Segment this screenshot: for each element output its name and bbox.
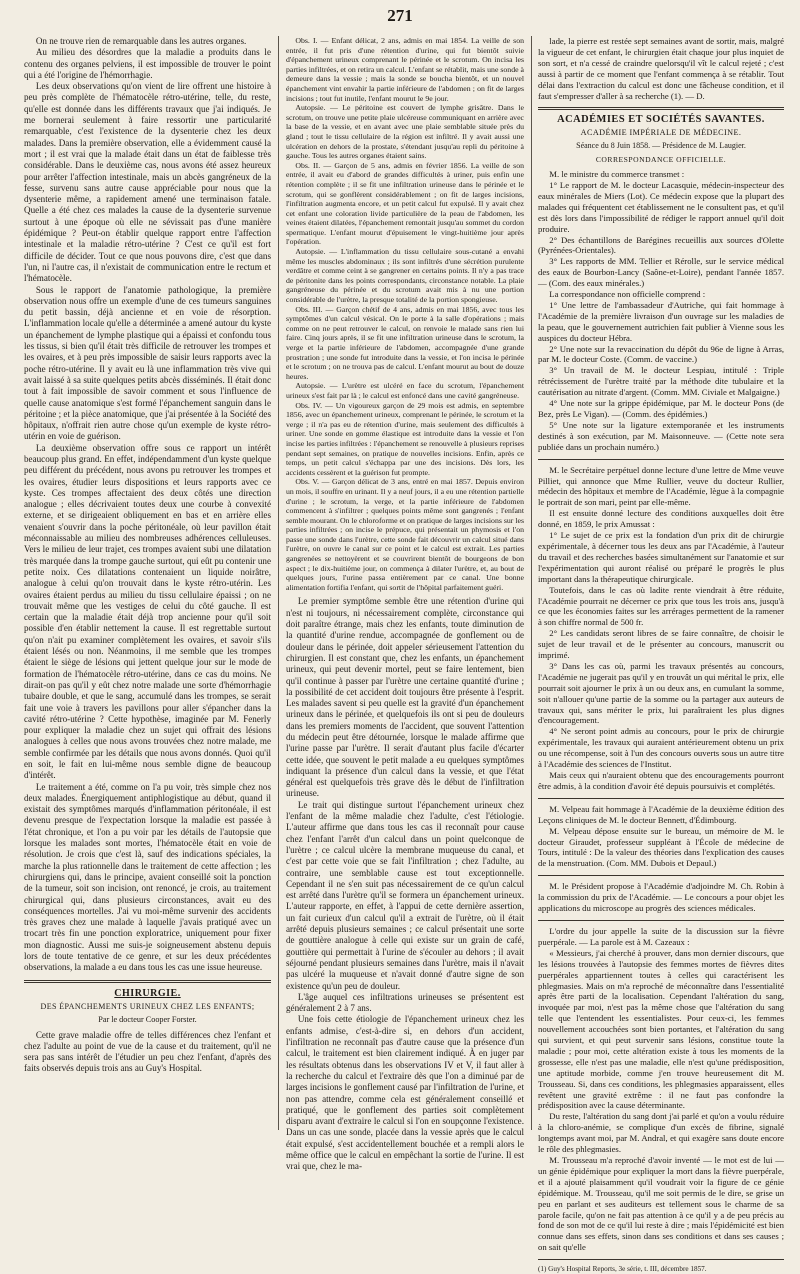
paragraph: On ne trouve rien de remarquable dans les autres organes. — [35, 36, 247, 46]
observation: Obs. II. — Garçon de 5 ans, admis en février 1856. La veille de son entrée, il avait eu d'abord de grandes difficultés à uriner, puis enfin une rétention complète ; il se fit une infiltration urineuse dans le périnée et le scrotum, qui se gonflèrent considérablement ; on fit de larges incisions, l'infiltration augmenta encore, et un petit calcul fut expulsé. Il y avait chez cet enfant une coloration livide particulière de la peau de l'abdomen, les veines étaient dilatées, l'épanchement remontait jusqu'au sommet du cordon spermatique. L'enfant mourut d'épuisement le vingt-huitième jour après l'opération. — [286, 160, 524, 247]
paragraph: M. Velpeau dépose ensuite sur le bureau, un mémoire de M. le docteur Giraudet, professeur suppléant à l'École de médecine de Tours, intitulé : De la valeur des théories dans l'explication des causes de la menstruation. (Com. MM. Dubois et Depaul.) — [538, 825, 784, 869]
paragraph: L'ordre du jour appelle la suite de la discussion sur la fièvre puerpérale. — La parole est à M. Cazeaux : — [538, 925, 784, 947]
paragraph: 1° Le sujet de ce prix est la fondation d'un prix dit de chirurgie expérimentale, à décerner tous les deux ans par l'Académie, à l'auteur du travail et des recherches basées simultanément sur l'anatomie et sur l'expérimentation qui auront réalisé ou préparé le progrès le plus important dans la thérapeutique chirurgicale. — [538, 530, 784, 584]
paragraph: 3° Dans les cas où, parmi les travaux présentés au concours, l'Académie ne jugerait pas qu'il y en trouvât un qui mérital le prix, elle pourrait soit ajourner le prix à un ou deux ans, en cumulant la somme, soit n'allouer qu'une partie de la somme ou la partager aux auteurs de travaux qui, sans mériter le prix, lui paraîtraient les plus dignes d'encouragement. — [538, 660, 784, 726]
paragraph: Du reste, l'altération du sang dont j'ai parlé et qu'on a voulu réduire à la chloro-anémie, se complique d'un excès de fibrine, signalé longtemps avant moi, par M. Andral, et qui exagère sans doute encore le rôle des phlegmasies. — [538, 1111, 784, 1155]
paragraph: Sous le rapport de l'anatomie pathologique, la première observation nous offre un exemple d'une de ces tumeurs sanguines du petit bassin, déjà ancienne et en voie de résorption. L'inflammation locale qu'elle a déterminée a amené autour du kyste un épanchement de lymphe plastique qui a épaissi et confondu tous les tissus, si bien qu'il était très difficile de retrouver les trompes et les ovaires, et à peu près impossible de saisir leurs rapports avec la poche rétro-utérine. Il y avait eu là une inflammation très vive qui avait laissé à sa suite quelques petits abcès disséminés. Il était donc tout à fait impossible de savoir comment et sous l'influence de quelle cause anatomique s'est formé l'épanchement sanguin dans le péritoine ; et la pièce anatomique, que j'ai présentée à la Société des hôpitaux, n'offrait rien autre chose qu'un exemple de kyste rétro-utérin en voie de guérison. — [24, 284, 271, 442]
paragraph: Les deux observations qu'on vient de lire offrent une histoire à peu près complète de l'hématocèle rétro-utérine, telle, du reste, qu'elle est donnée dans les différents travaux que j'ai indiqués. Je me bornerai seulement à faire ressortir une particularité remarquable, c'est l'existence de la dysenterie chez les deux malades. Dans la première observation, elle a évidemment causé la mort ; il est vrai que la malade était dans un état de faiblesse très considérable. Dans le deuxième cas, nous avons été assez heureux pour arrêter l'affection intestinale, mais un abcès gangréneux de la fesse, survenu sans autre cause appréciable pour nous que la dysenterie même, a rapidement amené une terminaison fatale. Quelle a été chez ces malades la cause de la dysenterie survenue surtout à une époque où elle ne sévissait pas d'une manière épidémique ? Peut-on établir quelque rapport entre l'affection intestinale et la maladie rétro-utérine ? C'est ce qu'il est fort difficile de décider. Tout ce que nous pouvons dire, c'est que dans l'un, ni l'autre cas, il n'existait de communication entre le rectum et l'hématocèle. — [24, 81, 271, 284]
paragraph: lade, la pierre est restée sept semaines avant de sortir, mais, malgré la vigueur de cet enfant, le chirurgien était chaque jour plus inquiet de son sort, et n'a cessé de craindre quelorsqu'il vît le calcul rejeté ; c'est aussi à partir de ce moment que l'enfant commença à se rétablir. Tout délai dans l'extraction du calcul est donc une fâcheuse condition, et il faut s'empresser d'aller à sa recherche (1). — D. — [538, 36, 784, 101]
section-rule — [24, 980, 271, 983]
footnote: (1) Guy's Hospital Reports, 3e série, t. III, décembre 1857. — [538, 1265, 707, 1274]
paragraph: 5° Une note sur la ligature extemporanée et les instruments destinés à son exécution, par M. Maisonneuve. — (Cette note sera publiée dans un prochain numéro.) — [538, 419, 784, 452]
divider — [538, 875, 784, 876]
paragraph: L'âge auquel ces infiltrations urineuses se présentent est généralement 2 à 7 ans. — [286, 991, 524, 1014]
column-right — [538, 36, 784, 1274]
academy-title: ACADÉMIE IMPÉRIALE DE MÉDECINE. — [580, 128, 742, 138]
observation: Obs. III. — Garçon chétif de 4 ans, admis en mai 1856, avec tous les symptômes d'un calcul vésical. On le porte à la salle d'opérations ; mais comme on ne peut retrouver le calcul, on renvoie le malade sans rien lui faire. Cinq jours après, il se fit une infiltration urineuse dans le scrotum, la verge et la partie inférieure de l'abdomen, accompagnée d'une grande prostration ; une sonde fut introduite dans la vessie, et l'on incisa le périnée et le scrotum ; on ne trouva pas de calcul. L'enfant mourut au bout de douze heures. — [286, 304, 524, 381]
column-divider-right — [531, 36, 532, 1130]
divider — [538, 798, 784, 799]
observation: Autopsie. — L'inflammation du tissu cellulaire sous-cutané a envahi même les muscles abdominaux ; ils sont infiltrés d'une sécrétion purulente verdâtre et comme ceint à se gangrener en certains points. Il n'y a pas trace de péritonite dans les points correspondants, circonstance notable. La plaie gangréneuse du périnée et du scrotum avait mis à nu une portion considérable de l'urètre, la presque totalité de la portion spongieuse. — [286, 247, 524, 305]
paragraph: 2° Des échantillons de Barégines recueillis aux sources d'Olette (Pyrénées-Orientales). — [538, 234, 784, 256]
paragraph: « Messieurs, j'ai cherché à prouver, dans mon dernier discours, que les lésions trouvées à l'autopsie des femmes mortes de fièvres dites puerpérales appartiennent toutes à celles qui caractérisent les phlegmasies. Mais on m'a reproché de méconnaître dans l'essentialité après être parti de la localisation. Cependant l'altération du sang, invoquée par moi, n'est pas la même chose que l'altération du sang telle que l'entendent les essentialistes. Pour ceux-ci, les femmes nouvellement accouchées sont bien portantes, et l'altération du sang qui survient, et qui peut survenir sans lésions, constitue toute la maladie ; pour moi, cette altération existe à tous les moments de la grossesse, elle n'est pas une maladie, elle n'est qu'une prédisposition, une aptitude morbide, comme j'en trouve heureusement dit M. Trousseau. Si, dans ces conditions, les phlegmasies apparaissent, elles revêtent une gravité extrême : il ne faut pas confondre la prédisposition avec la cause déterminante. — [538, 947, 784, 1111]
paragraph: 1° Le rapport de M. le docteur Lacasquie, médecin-inspecteur des eaux minérales de Miers (Lot). Ce médecin expose que la plupart des malades qui fréquentent cet établissement ne le consultent pas, et qu'il est dès lors dans l'impossibilité de rédiger le rapport annuel qu'il doit produire. — [538, 179, 784, 234]
paragraph: 2° Une note sur la revaccination du dépôt du 96e de ligne à Arras, par M. le docteur Coste. (Comm. de vaccine.) — [538, 343, 784, 365]
paragraph: 3° Les rapports de MM. Tellier et Rérolle, sur le service médical des eaux de Bourbon-Lancy (Saône-et-Loire), pendant l'année 1857. — (Com. des eaux minérales.) — [538, 256, 784, 289]
section-rule — [538, 107, 784, 110]
paragraph: Il est ensuite donné lecture des conditions auxquelles doit être donné, en 1859, le prix Amussat : — [538, 508, 784, 530]
paragraph: Toutefois, dans le cas où ladite rente viendrait à être réduite, l'Académie pourrait ne décerner ce prix que tous les trois ans, jusqu'à ce que les économies faites sur les arrérages permettent de la ramener à son chiffre normal de 500 fr. — [538, 584, 784, 628]
observation: Obs. I. — Enfant délicat, 2 ans, admis en mai 1854. La veille de son entrée, il fut pris d'une rétention d'urine, qui fut bientôt suivie d'épanchement urineux comprenant le périnée et le scrotum. On incisa les parties infiltrées, et on retira un calcul. L'enfant se rétablit, mais une sonde à demeure dans la vessie ; mais la sonde se boucha bientôt, et un nouvel épanchement vint envahir la partie inférieure de l'abdomen ; on fit de larges incisions ; tout fut inutile, l'enfant mourut le 9e jour. — [286, 36, 524, 103]
paragraph: Au milieu des désordres que la maladie a produits dans le contenu des organes pelviens, il est impossible de trouver le point qui a été l'origine de l'hémorrhagie. — [24, 47, 271, 80]
paragraph: Le traitement a été, comme on l'a pu voir, très simple chez nos deux malades. Énergiquement antiphlogistique au début, quand il existait des symptômes marqués d'inflammation péritonéale, il est devenu presque de l'expectation lorsque la maladie est passée à l'état chronique, et l'on a pu voir par les détails de l'autopsie que lorsque les malades sont mortes, l'hématocèle était en voie de résolution. Je crois que c'est là, sauf des indications spéciales, la marche la plus rationnelle dans le traitement de cette affection ; les chirurgiens qui, dans le principe, avaient conseillé soit la ponction de la tumeur, soit son incision, ont renoncé, je crois, au traitement chirurgical qui, dans plusieurs circonstances, avait eu des conséquences mortelles. J'ai vu moi-même survenir des accidents très graves chez une malade à laquelle j'avais pratiqué avec un trocart très fin une ponction exploratrice, uniquement pour fixer mon diagnostic. Aussi me suis-je soigneusement abstenu depuis lors de toute tentative de ce genre, et sur les deux précédentes observations, la malade a eu dans tous les cas une issue heureuse. — [24, 781, 271, 973]
article-title: DES ÉPANCHEMENTS URINEUX CHEZ LES ENFANTS; — [40, 1001, 255, 1011]
paragraph: Cette grave maladie offre de telles différences chez l'enfant et chez l'adulte au point de vue de la cause et du traitement, qu'il ne sera pas sans intérêt de l'étudier un peu chez l'enfant, d'après des faits observés depuis trois ans au Guy's Hospital. — [24, 1029, 271, 1074]
paragraph: M. Trousseau m'a reproché d'avoir inventé — le mot est de lui — un génie épidémique pour expliquer la mort dans la fièvre puerpérale, et il a ajouté plaisamment qu'il voudrait voir la figure de ce génie épidémique. M. Trousseau, qu'il me soit permis de le dire, se grise un peu en parlant et ses auditeurs est tellement sous le charme de sa parole facile, qu'on ne fait pas attention à ce qu'il y a de peu précis au fond de son mot de ce qu'il lui reste à dire ; mais l'épidémicité est bien connue dans ses effets, sinon dans ses conditions et dans ses causes ; on sait qu'elle — [538, 1155, 784, 1253]
paragraph: 4° Une note sur la grippe épidémique, par M. le docteur Pons (de Bez, près Le Vigan). — (Comm. des épidémies.) — [538, 398, 784, 419]
page-number: 271 — [387, 6, 413, 25]
divider — [538, 920, 784, 921]
column-divider-left — [278, 36, 279, 1130]
paragraph: 1° Une lettre de l'ambassadeur d'Autriche, qui fait hommage à l'Académie de la première livraison d'un ouvrage sur les maladies de la peau, que le gouvernement autrichien fait publier à Vienne sous les auspices du docteur Hébra. — [538, 299, 784, 343]
paragraph: M. le ministre du commerce transmet : — [549, 169, 685, 180]
column-middle — [286, 36, 524, 1172]
paragraph: Mais ceux qui n'auraient obtenu que des encouragements pourront être admis, à la condition d'avoir été depuis poursuivis et complétés. — [538, 770, 784, 791]
observation: Autopsie. — L'urètre est ulcéré en face du scrotum, l'épanchement urineux s'est fait par là ; le calcul est enfoncé dans une cavité gangréneuse. — [286, 381, 524, 400]
seance-line: Séance du 8 Juin 1858. — Présidence de M. Laugier. — [576, 141, 746, 151]
paragraph: M. le Président propose à l'Académie d'adjoindre M. Ch. Robin à la commission du prix de l'Académie. — Le concours a pour objet les applications du microscope au progrès des sciences médicales. — [538, 881, 784, 914]
footnote-rule — [538, 1259, 784, 1260]
observation: Obs. V. — Garçon délicat de 3 ans, entré en mai 1857. Depuis environ un mois, il souffre en urinant. Il y a neuf jours, il a eu une rétention partielle d'urine ; le scrotum, la verge, et la partie inférieure de l'abdomen commencent à s'infiltrer ; quelques points même sont gangrenés ; l'enfant semble mourant. On le chloroforme et on pratique de larges incisions sur les parties infiltrées ; on incise le prépuce, qui présentait un phymosis et l'on passe une sonde dans l'urètre, cette sonde fait découvrir un calcul situé dans l'urètre, on ouvre le canal sur ce point et le calcul est extrait. Les parties gangrenées se nettoyèrent et se couvrirent bientôt de bourgeons de bon aspect ; le dix-huitième jour, on commença à dilater l'urètre, et, au bout de quelques jours, l'urine passa entièrement par ce canal. Une bonne alimentation fortifia l'enfant, qui sortit de l'hôpital parfaitement guéri. — [286, 477, 524, 592]
observation: Autopsie. — Le péritoine est couvert de lymphe grisâtre. Dans le scrotum, on trouve une petite plaie ulcéreuse communiquant en arrière avec la base de la vessie, et en avant avec une plaie semblable située près du gland ; tout le tissu cellulaire de la région est infiltré. Il y avait aussi une ulcération en dehors de la prostate, s'étendant jusqu'au repli du péritoine à gauche. Tous les autres organes étaient sains. — [286, 103, 524, 161]
paragraph: 2° Les candidats seront libres de se faire connaître, de choisir le sujet de leur travail et de le présenter au concours, manuscrit ou imprimé. — [538, 628, 784, 661]
observations-block — [286, 36, 524, 592]
paragraph: Une fois cette étiologie de l'épanchement urineux chez les enfants admise, c'est-à-dire si, en dehors d'un accident, l'infiltration ne reconnaît pas d'autre cause que la présence d'un calcul, le traitement est bien clairement indiqué. À en juger par les résultats obtenus dans les observations IV et V, il faut aller à la recherche du calcul et l'extraire dès que l'on a diminué par de larges incisions le gonflement causé par l'infiltration de l'urine, et non pas attendre, comme cela est généralement conseillé et pratiqué, que le gonflement des parties soit complètement disparu avant d'extraire le calcul si l'on en soupçonne l'existence. Dans un cas une sonde, placée dans la vessie après que le calcul était expulsé, s'est accidentellement bouchée et a rempli alors le même office que le calcul en empêchant la sortie de l'urine. Il est vrai que, chez le ma- — [286, 1014, 524, 1172]
paragraph: La deuxième observation offre sous ce rapport un intérêt beaucoup plus grand. En effet, indépendamment d'un kyste quelque peu différent du précédent, nous avons pu retrouver les trompes et les ovaires, étudier leurs dispositions et leurs rapports avec ce kyste. Ces trompes affectaient des deux côtés une direction analogue ; elles décrivaient toutes deux une courbe à convexité externe, et se dirigeaient obliquement en bas et en arrière elles venaient s'ouvrir dans la poche péritonéale, où leur pavillon était méconnaissable au milieu des nombreuses adhérences celluleuses. Vers le milieu de leur trajet, ces trompes avaient subi une dilatation très marquée dans la trompe gauche surtout, qui eût pu contenir une petite noix. Ces dilatations contenaient un liquide noirâtre, analogue à celui qu'on trouvait dans le kyste rétro-utérin. Les ovaires étaient perdus au milieu du tissu cellulaire épaissi ; on ne trouvait même que les vestiges de celui du côté gauche. Il est certain que la maladie était déjà trop ancienne pour qu'il soit possible d'en établir nettement la cause. Il est regrettable surtout qu'on n'ait pu examiner complètement les ovaires, et savoir s'ils étaient lésés ou non. Néanmoins, il me semble que les trompes étaient le siège de lésions qui jettent quelque jour sur le mode de formation de l'hématocèle rétro-utérine, dans ce cas du moins. Ne dirait-on pas qu'il y eût chez notre malade une sorte d'hémorrhagie tubaire double, et que le sang, accumulé dans les trompes, se serait fait une voie à travers les pavillons pour aller s'épancher dans la cavité rétro-utérine ? Cette hypothèse, imaginée par M. Fenerly pour expliquer la maladie chez un sujet qui offrait des lésions analogues à celles que nous avons trouvées chez notre malade, me semble confirmée par les détails que nous avons donnés. Quoi qu'il en soit, le fait en lui-même nous semble digne de beaucoup d'intérêt. — [24, 442, 271, 781]
paragraph: M. Velpeau fait hommage à l'Académie de la deuxième édition des Leçons cliniques de M. le docteur Bennett, d'Édimbourg. — [538, 803, 784, 825]
section-title-academies: ACADÉMIES ET SOCIÉTÉS SAVANTES. — [557, 114, 765, 126]
paragraph: M. le Secrétaire perpétuel donne lecture d'une lettre de Mme veuve Pilliet, qui annonce que Mme Rullier, veuve du docteur Rullier, médecin des hôpitaux et membre de l'Académie, lègue à la compagnie le portrait de son mari, peint par elle-même. — [538, 464, 784, 508]
paragraph: Le trait qui distingue surtout l'épanchement urineux chez l'enfant de la même maladie chez l'adulte, c'est l'étiologie. L'auteur affirme que dans tous les cas il reconnaît pour cause chez l'enfant l'arrêt d'un calcul dans un point quelconque de l'urètre ; ce calcul ulcère la membrane muqueuse du canal, et c'est par cette voie que se fait l'infiltration ; chez l'adulte, au contraire, une semblable cause est tout exceptionnelle. Cependant il ne s'en suit pas nécessairement de ce qu'un calcul est arrêté dans l'urètre qu'il se formera un épanchement urineux. L'auteur rapporte, en effet, à l'appui de cette dernière assertion, un fait curieux d'un calcul qu'il a extrait de l'urètre, où il était arrêté depuis plusieurs semaines ; ce calcul présentait une sorte de gouttière analogue à celle qui existe sur un grain de café, gouttière qui permettait à l'urine de s'écouler au dehors ; il avait séjourné pendant plusieurs semaines dans l'urètre, mais il n'avait pas ulcéré la muqueuse et n'avait donné d'autre signe de son existence qu'un peu de douleur. — [286, 799, 524, 991]
paragraph: Le premier symptôme semble être une rétention d'urine qui n'est ni toujours, ni nécessairement complète, circonstance qui doit paraître étrange, mais chez les enfants, toute diminution de la quantité d'urine rendue, accompagnée de gonflement ou de douleur dans le périnée, doit appeler sérieusement l'attention du chirurgien. Il est constant que, chez les enfants, un épanchement urineux, qui peut devenir mortel, peut se faire lentement, bien qu'il continue à passer par l'urètre une certaine quantité d'urine ; la possibilité de cet accident doit toujours être présente à l'esprit. Les malades savent si peu quelle est la gravité d'un épanchement urineux dans le périnée, et quelquefois ils ont si peu de douleurs dans les premiers moments de l'accident, que souvent l'attention du médecin peut être détournée, lorsque le malade affirme que l'urine passe par l'urètre. Il serait d'autant plus facile d'écarter cette idée, que souvent le petit malade a eu quelques symptômes indiquant la présence d'un calcul dans la vessie, et que l'état général est quelquefois très grave dès le début de l'infiltration urineuse. — [286, 596, 524, 799]
paragraph: 4° Ne seront point admis au concours, pour le prix de chirurgie expérimentale, les travaux qui auraient antérieurement obtenu un prix ou une récompense, soit à l'un des concours ouverts sous un autre titre à l'Académie des sciences de l'Institut. — [538, 726, 784, 770]
correspondence-title: CORRESPONDANCE OFFICIELLE. — [595, 155, 727, 165]
section-title-chirurgie: CHIRURGIE. — [114, 987, 181, 999]
paragraph: 3° Un travail de M. le docteur Lespiau, intitulé : Triple rétrécissement de l'urètre traité par la méthode dite tubulaire et la cautérisation au nitrate d'argent. (Comm. MM. Civiale et Malgaigne.) — [538, 365, 784, 398]
divider — [538, 459, 784, 460]
column-left — [24, 36, 271, 1132]
article-byline: Par le docteur Cooper Forster. — [98, 1015, 197, 1025]
paragraph: La correspondance non officielle comprend : — [549, 289, 706, 300]
observation: Obs. IV. — Un vigoureux garçon de 29 mois est admis, en septembre 1856, avec un épanchement urineux, comprenant le périnée, le scrotum et la verge ; il n'a pas eu de rétention d'urine, mais seulement des difficultés à uriner. Une sonde en gomme élastique est introduite dans la vessie et l'on incise les parties infiltrées : l'épanchement se renouvelle à plusieurs reprises pendant sept semaines, on pratique de nouvelles incisions. Enfin, après ce temps, un petit calcul s'échappa par une des incisions. Dès lors, les accidents cessèrent et la guérison fut prompte. — [286, 400, 524, 477]
